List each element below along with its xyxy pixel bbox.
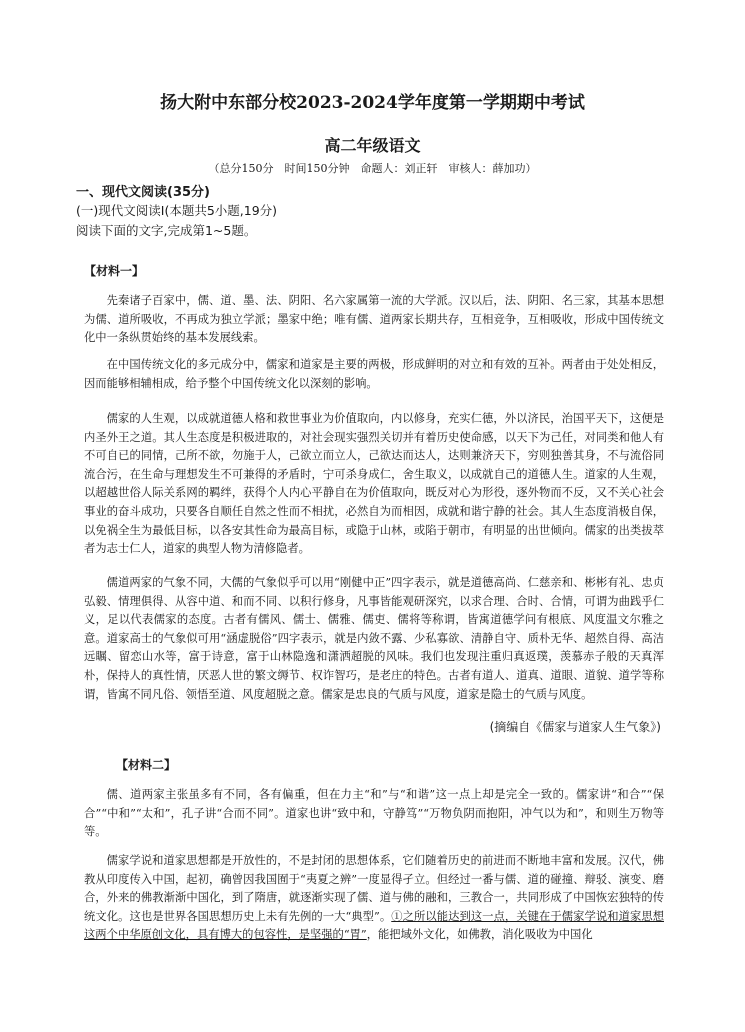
material-one-paragraph: 先秦诸子百家中，儒、道、墨、法、阴阳、名六家属第一流的大学派。汉以后，法、阴阳、名三家，其基本思想为儒、道所吸收，不再成为独立学派；墨家中绝；唯有儒、道两家长期共存，互相竞争，互相吸收，形成中国传统文化中一条纵贯始终的基本发展线索。 bbox=[84, 294, 664, 345]
section-subheading: (一)现代文阅读Ⅰ(本题共5小题,19分) bbox=[76, 203, 278, 218]
material-one-paragraph: 在中国传统文化的多元成分中，儒家和道家是主要的两极，形成鲜明的对立和有效的互补。两者由于处处相反，因而能够相辅相成，给予整个中国传统文化以深刻的影响。 bbox=[84, 358, 664, 390]
material-one-label: 【材料一】 bbox=[84, 264, 145, 278]
material-one-source: (摘编自《儒家与道家人生气象》) bbox=[489, 720, 661, 734]
material-one-paragraph: 儒道两家的气象不同，大儒的气象似乎可以用“刚健中正”四字表示，就是道德高尚、仁慈亲和、彬彬有礼、忠贞弘毅、情理俱得、从容中道、和而不同、以积行修身，凡事皆能观研深究，以求合理、合时、合情，可谓为曲践乎仁义，足以代表儒家的态度。古者有儒风、儒士、儒雅、儒吏、儒将等称谓，皆寓道德学问有根底、风度温文尔雅之意。道家高士的气象似可用“涵虚脱俗”四字表示，就是内敛不露、少私寡欲、清静自守、质朴无华、超然自得、高洁远瞩、留恋山水等，富于诗意，富于山林隐逸和潇洒超脱的风味。我们也发现注重归真返璞，羡慕赤子般的天真浑朴，保持人的真性情，厌恶人世的繁文缛节、权诈智巧，是老庄的特色。古者有道人、道真、道眼、道貌、道学等称谓，皆寓不同凡俗、领悟至道、风度超脱之意。儒家是忠良的气质与风度，道家是隐士的气质与风度。 bbox=[84, 576, 664, 701]
exam-subtitle: 高二年级语文 bbox=[324, 136, 421, 155]
underlined-sentence: ①之所以能达到这一点，关键在于儒家学说和道家思想这两个中华原创文化，具有博大的包容性，是坚强的“胃” bbox=[84, 909, 664, 942]
material-one-paragraph: 儒家的人生观，以成就道德人格和救世事业为价值取向，内以修身，充实仁德，外以济民，治国平天下，这便是内圣外王之道。其人生态度是积极进取的，对社会现实强烈关切并有着历史使命感，以天下为己任，对同类和他人有不可自已的同情，己所不欲，勿施于人，己欲立而立人，己欲达而达人，达则兼济天下，穷则独善其身，不与流俗同流合污，在生命与理想发生不可兼得的矛盾时，宁可杀身成仁，舍生取义，以成就自己的道德人生。道家的人生观，以超越世俗人际关系网的羁绊，获得个人内心平静自在为价值取向，既反对心为形役，逐外物而不反，又不关心社会事业的奋斗成功，只要各自顺任自然之性而不相扰，必然自为而相因，成就和谐宁静的社会。其人生态度消极自保，以免祸全生为最低目标，以各安其性命为最高目标，或隐于山林，或陷于朝市，有明显的出世倾向。儒家的出类拔萃者为志士仁人，道家的典型人物为清修隐者。 bbox=[84, 412, 664, 556]
paragraph-text: 儒家学说和道家思想都是开放性的，不是封闭的思想体系，它们随着历史的前进而不断地丰富和发展。汉代，佛教从印度传入中国，起初，确曾因我国囿于“夷夏之辨”一度显得孑立。但经过一番与儒、道的碰撞、辩驳、演变、磨合，外来的佛教渐渐中国化，到了隋唐，就逐渐实现了儒、道与佛的融和，三教合一，共同形成了中国恢宏独特的传统文化。这也是世界各国思想历史上未有先例的一大“典型”。 bbox=[84, 854, 664, 923]
section-heading: 一、现代文阅读(35分) bbox=[76, 185, 210, 200]
exam-title: 扬大附中东部分校2023-2024学年度第一学期期中考试 bbox=[160, 93, 585, 113]
material-two-paragraph bbox=[84, 852, 664, 945]
paragraph-text: ，能把域外文化，如佛教，消化吸收为中国化 bbox=[366, 928, 593, 942]
section-instruction: 阅读下面的文字,完成第1~5题。 bbox=[76, 223, 257, 238]
material-two-label: 【材料二】 bbox=[116, 758, 177, 772]
material-two-paragraph: 儒、道两家主张虽多有不同，各有偏重，但在力主“和”与“和谐”这一点上却是完全一致的。儒家讲“和合”“保合”“中和”“太和”，孔子讲“合而不同”。道家也讲“致中和，守静笃”“万物负阴而抱阳，冲气以为和”，和则生万物等等。 bbox=[84, 788, 664, 839]
exam-meta: （总分150分 时间150分钟 命题人：刘正轩 审核人：薛加功） bbox=[208, 162, 537, 175]
